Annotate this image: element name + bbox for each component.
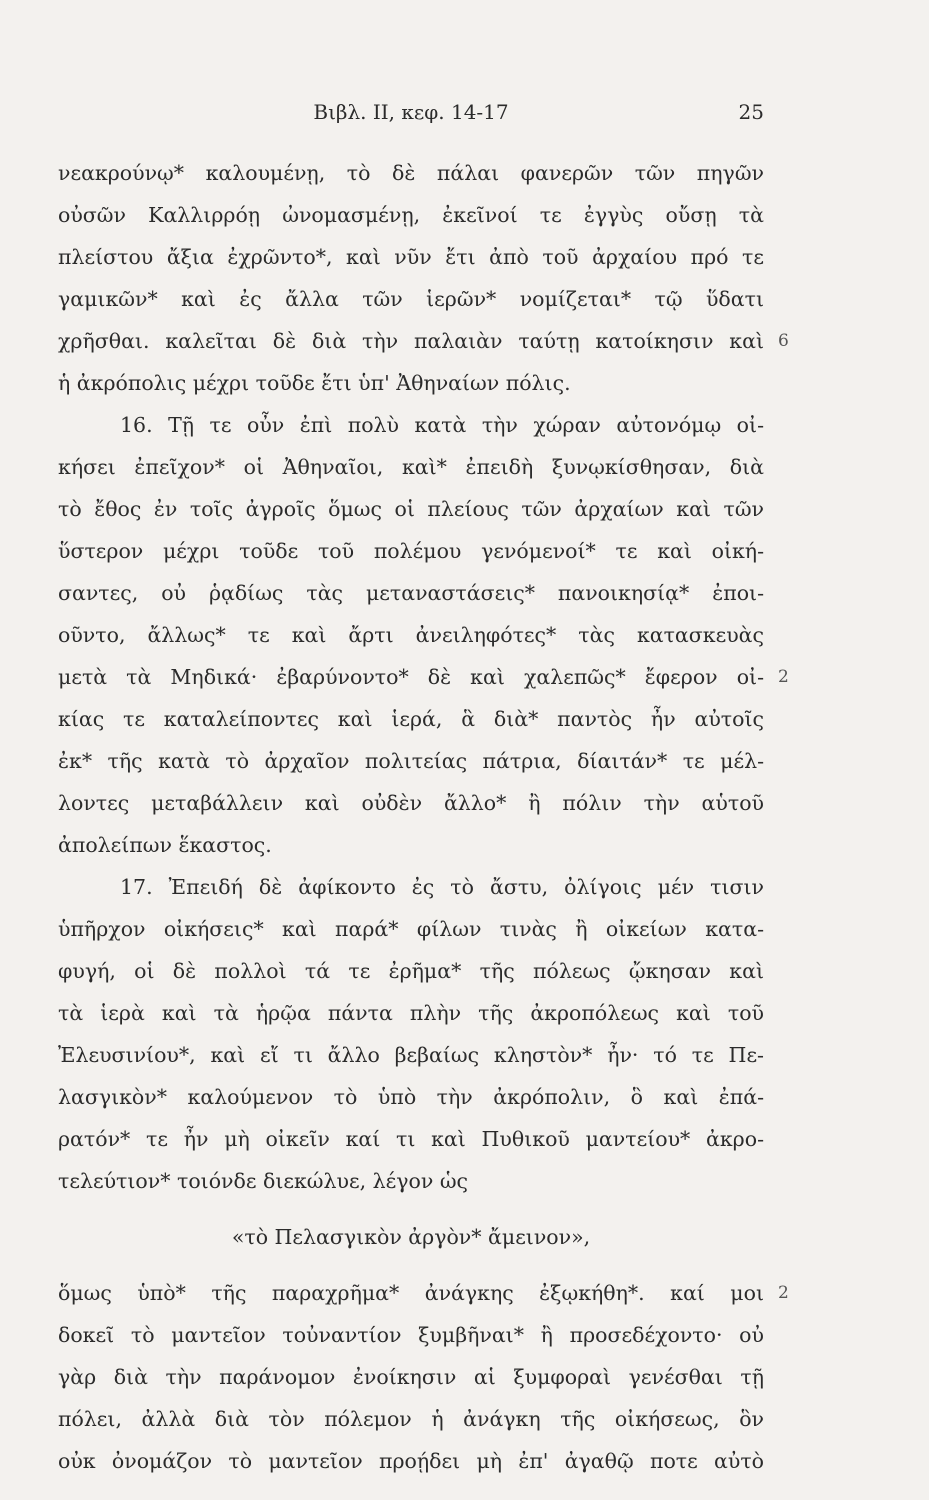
text-line: ἀπολείπων ἕκαστος. xyxy=(58,833,272,857)
text-line: κίας τε καταλείποντες καὶ ἱερά, ἃ διὰ* παντὸς ἦν αὐτοῖς xyxy=(58,707,764,731)
text-line: Ἐλευσινίου*, καὶ εἴ τι ἄλλο βεβαίως κληστὸν* ἦν· τό τε Πε- xyxy=(58,1043,764,1067)
oracle-quotation: «τὸ Πελασγικὸν ἀργὸν* ἄμεινον», xyxy=(231,1225,591,1249)
text-line: γὰρ διὰ τὴν παράνομον ἐνοίκησιν αἱ ξυμφοραὶ γενέσθαι τῇ xyxy=(58,1365,764,1389)
text-line: νεακρούνῳ* καλουμένῃ, τὸ δὲ πάλαι φανερῶν τῶν πηγῶν xyxy=(58,161,764,185)
running-header xyxy=(58,100,764,130)
text-line: γαμικῶν* καὶ ἐς ἄλλα τῶν ἱερῶν* νομίζεται* τῷ ὕδατι xyxy=(58,287,764,311)
text-line: ὑπῆρχον οἰκήσεις* καὶ παρά* φίλων τινὰς ἢ οἰκείων κατα- xyxy=(58,917,764,941)
text-line: πλείστου ἄξια ἐχρῶντο*, καὶ νῦν ἔτι ἀπὸ τοῦ ἀρχαίου πρό τε xyxy=(58,245,764,269)
text-line: λοντες μεταβάλλειν καὶ οὐδὲν ἄλλο* ἢ πόλιν τὴν αὑτοῦ xyxy=(58,791,764,815)
text-line: τὰ ἱερὰ καὶ τὰ ἡρῷα πάντα πλὴν τῆς ἀκροπόλεως καὶ τοῦ xyxy=(58,1001,764,1025)
text-line: τελεύτιον* τοιόνδε διεκώλυε, λέγον ὡς xyxy=(58,1169,469,1193)
section-16-start: 16. Τῇ τε οὖν ἐπὶ πολὺ κατὰ τὴν χώραν αὐτονόμῳ οἰ- xyxy=(120,413,764,437)
text-line: κήσει ἐπεῖχον* οἱ Ἀθηναῖοι, καὶ* ἐπειδὴ ξυνῳκίσθησαν, διὰ xyxy=(58,455,764,479)
text-line: ρατόν* τε ἦν μὴ οἰκεῖν καί τι καὶ Πυθικοῦ μαντείου* ἀκρο- xyxy=(58,1127,764,1151)
text-line: λασγικὸν* καλούμενον τὸ ὑπὸ τὴν ἀκρόπολιν, ὃ καὶ ἐπά- xyxy=(58,1085,764,1109)
text-line: ἐκ* τῆς κατὰ τὸ ἀρχαῖον πολιτείας πάτρια, δίαιτάν* τε μέλ- xyxy=(58,749,764,773)
text-line: μετὰ τὰ Μηδικά· ἐβαρύνοντο* δὲ καὶ χαλεπῶς* ἔφερον οἰ- xyxy=(58,665,764,689)
text-line: οὐκ ὀνομάζον τὸ μαντεῖον προῄδει μὴ ἐπ' ἀγαθῷ ποτε αὐτὸ xyxy=(58,1449,764,1473)
text-line: δοκεῖ τὸ μαντεῖον τοὐναντίον ξυμβῆναι* ἢ προσεδέχοντο· οὐ xyxy=(58,1323,764,1347)
margin-line-number: 2 xyxy=(778,667,789,687)
text-line: φυγή, οἱ δὲ πολλοὶ τά τε ἐρῆμα* τῆς πόλεως ᾤκησαν καὶ xyxy=(58,959,764,983)
text-line: τὸ ἔθος ἐν τοῖς ἀγροῖς ὅμως οἱ πλείους τῶν ἀρχαίων καὶ τῶν xyxy=(58,497,764,521)
text-line: ὅμως ὑπὸ* τῆς παραχρῆμα* ἀνάγκης ἐξῳκήθη*. καί μοι xyxy=(58,1281,764,1305)
text-line: σαντες, οὐ ῥᾳδίως τὰς μεταναστάσεις* πανοικησίᾳ* ἐποι- xyxy=(58,581,764,605)
page-number: 25 xyxy=(738,100,764,124)
text-line: οῦντο, ἄλλως* τε καὶ ἄρτι ἀνειληφότες* τὰς κατασκευὰς xyxy=(58,623,764,647)
text-line: χρῆσθαι. καλεῖται δὲ διὰ τὴν παλαιὰν ταύτῃ κατοίκησιν καὶ xyxy=(58,329,764,353)
margin-line-number: 6 xyxy=(778,331,789,351)
running-title: Βιβλ. ΙΙ, κεφ. 14-17 xyxy=(313,100,509,124)
text-line: οὐσῶν Καλλιρρόῃ ὠνομασμένῃ, ἐκεῖνοί τε ἐγγὺς οὔσῃ τὰ xyxy=(58,203,764,227)
section-17-start: 17. Ἐπειδή δὲ ἀφίκοντο ἐς τὸ ἄστυ, ὀλίγοις μέν τισιν xyxy=(120,875,764,899)
text-line: ἡ ἀκρόπολις μέχρι τοῦδε ἔτι ὑπ' Ἀθηναίων πόλις. xyxy=(58,371,571,395)
text-line: πόλει, ἀλλὰ διὰ τὸν πόλεμον ἡ ἀνάγκη τῆς οἰκήσεως, ὃν xyxy=(58,1407,764,1431)
text-line: ὕστερον μέχρι τοῦδε τοῦ πολέμου γενόμενοί* τε καὶ οἰκή- xyxy=(58,539,764,563)
margin-line-number: 2 xyxy=(778,1283,789,1303)
